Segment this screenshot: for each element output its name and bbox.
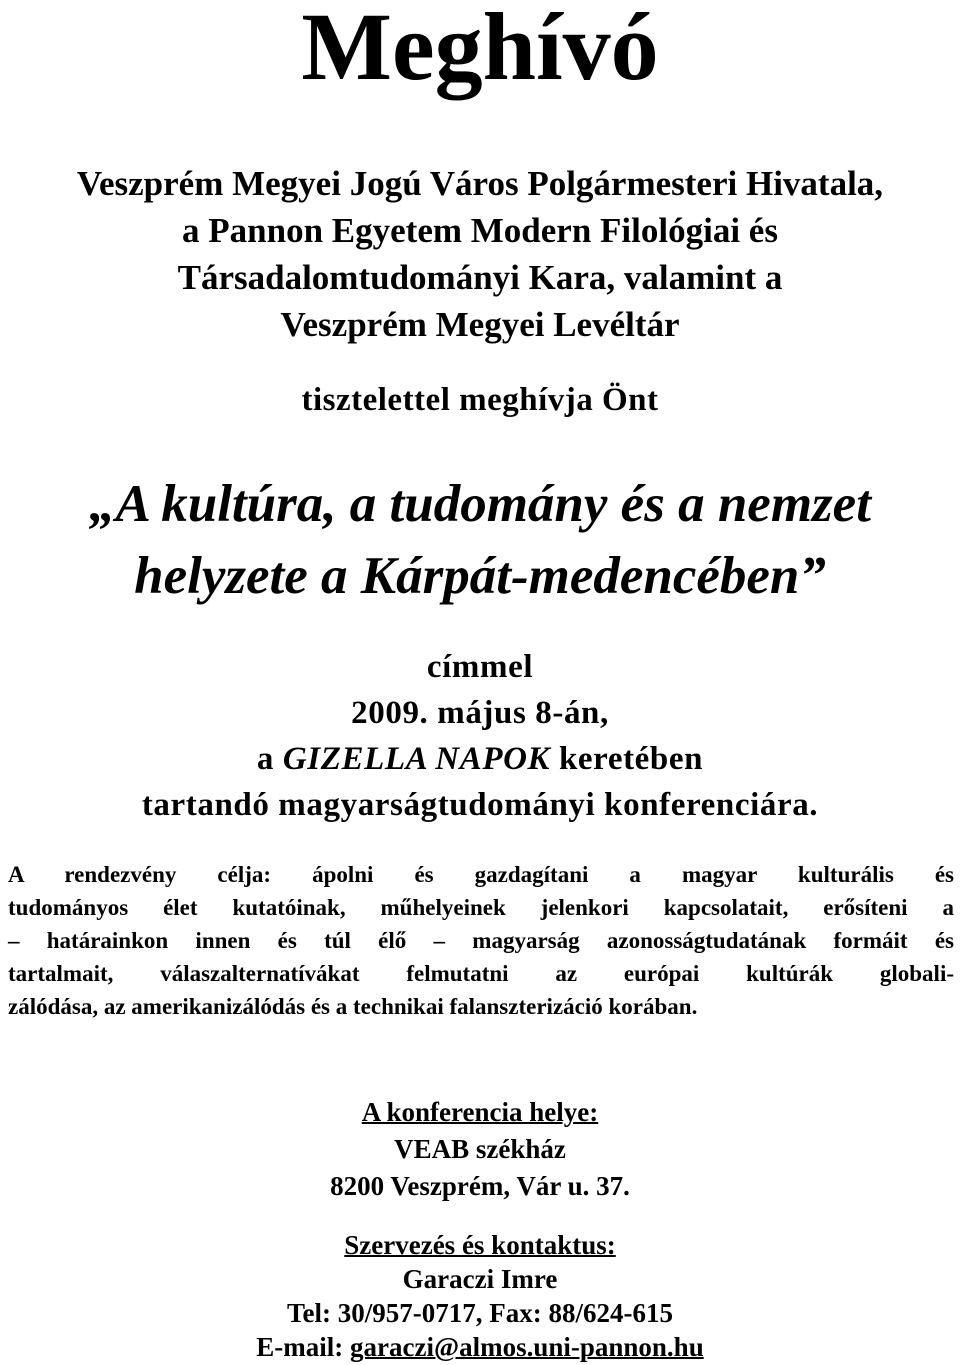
event-date: 2009. május 8-án,	[351, 695, 609, 731]
organizers-block	[0, 160, 960, 348]
event-frame	[0, 736, 960, 782]
purpose-line: A rendezvény célja: ápolni és gazdagítani a magyar kulturális és	[8, 862, 954, 887]
email-label: E-mail:	[256, 1332, 351, 1362]
event-prefix: a	[256, 741, 283, 777]
purpose-paragraph	[8, 858, 954, 1023]
purpose-line: tartalmait, válaszalternatívákat felmutatni az európai kultúrák globali-	[8, 961, 954, 986]
conference-theme	[0, 468, 960, 612]
email-link[interactable]: garaczi@almos.uni-pannon.hu	[350, 1332, 704, 1362]
purpose-line: tudományos élet kutatóinak, műhelyeinek jelenkori kapcsolatait, erősíteni a	[8, 895, 954, 920]
venue-block	[0, 1094, 960, 1205]
organizer-line: a Pannon Egyetem Modern Filológiai és	[182, 211, 778, 250]
page-title: Meghívó	[301, 0, 659, 100]
venue-name: VEAB székház	[394, 1134, 566, 1164]
venue-heading: A konferencia helye:	[361, 1097, 599, 1127]
cimmel-text: címmel	[426, 649, 534, 685]
invite-line: tisztelettel meghívja Önt	[301, 382, 659, 418]
theme-line: „A kultúra, a tudomány és a nemzet	[89, 475, 871, 533]
organizer-line: Társadalomtudományi Kara, valamint a	[177, 258, 783, 297]
organizer-line: Veszprém Megyei Jogú Város Polgármesteri Hivatala,	[76, 164, 884, 203]
contact-block	[0, 1228, 960, 1364]
venue-address: 8200 Veszprém, Vár u. 37.	[330, 1171, 630, 1201]
contact-phone-fax: Tel: 30/957-0717, Fax: 88/624-615	[287, 1298, 673, 1328]
conference-line: tartandó magyarságtudományi konferenciára.	[141, 787, 819, 823]
contact-email-line	[0, 1330, 960, 1364]
purpose-line: – határainkon innen és túl élő – magyarság azonosságtudatának formáit és	[8, 928, 954, 953]
contact-heading: Szervezés és kontaktus:	[344, 1230, 616, 1260]
event-details	[0, 644, 960, 828]
purpose-line: zálódása, az amerikanizálódás és a technikai falanszterizáció korában.	[8, 994, 698, 1019]
theme-line: helyzete a Kárpát-medencében”	[134, 547, 826, 605]
event-suffix: keretében	[550, 741, 704, 777]
contact-person: Garaczi Imre	[402, 1264, 558, 1294]
event-name: GIZELLA NAPOK	[282, 741, 551, 777]
organizer-line: Veszprém Megyei Levéltár	[280, 305, 680, 344]
